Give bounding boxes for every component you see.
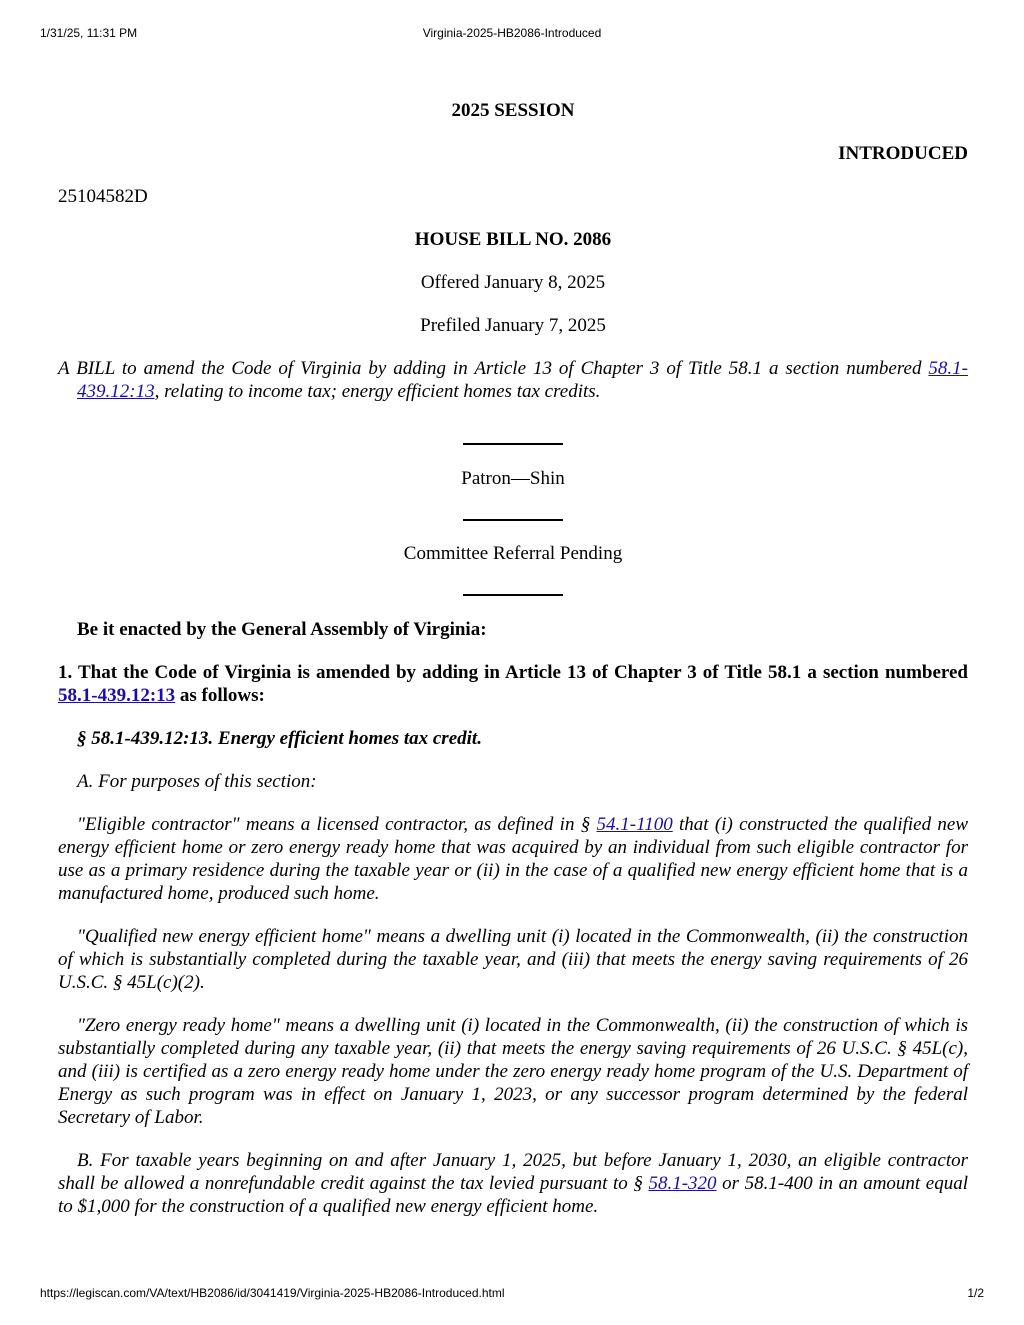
enacting-clause: Be it enacted by the General Assembly of Virginia: — [77, 619, 487, 640]
section-heading: § 58.1-439.12:13. Energy efficient homes tax credit. — [77, 728, 482, 749]
subsection-b — [58, 1149, 968, 1218]
prefiled-date: Prefiled January 7, 2025 — [420, 315, 606, 336]
section-one-text: 1. That the Code of Virginia is amended by adding in Article 13 of Chapter 3 of Title 58.1 a section numbered — [58, 662, 968, 683]
document-id: 25104582D — [58, 186, 148, 207]
print-url: https://legiscan.com/VA/text/HB2086/id/3041419/Virginia-2025-HB2086-Introduced.html — [40, 1286, 505, 1300]
definition-qualified-home: "Qualified new energy efficient home" means a dwelling unit (i) located in the Commonwealth, (ii) the construction of which is substantially completed during the taxable year, and (iii) that meets the energy saving requirements of 26 U.S.C. § 45L(c)(2). — [58, 926, 968, 993]
print-datetime: 1/31/25, 11:31 PM — [40, 26, 138, 40]
definition-eligible-contractor — [58, 813, 968, 905]
bill-title-text: A BILL to amend the Code of Virginia by adding in Article 13 of Chapter 3 of Title 58.1 a section numbered — [58, 358, 929, 379]
offered-date: Offered January 8, 2025 — [420, 272, 606, 293]
status-label: INTRODUCED — [838, 143, 968, 164]
section-link-title[interactable]: 58.1-439.12:13 — [77, 358, 968, 402]
bill-number: HOUSE BILL NO. 2086 — [414, 229, 612, 250]
print-title: Virginia-2025-HB2086-Introduced — [422, 26, 602, 40]
section-one-intro — [58, 661, 968, 707]
bill-document — [58, 99, 968, 1218]
print-footer — [0, 1286, 1024, 1302]
section-link-tax[interactable]: 58.1-320 — [648, 1173, 717, 1194]
session-label: 2025 SESSION — [451, 100, 575, 121]
definition-text: "Eligible contractor" means a licensed contractor, as defined in § — [77, 814, 597, 835]
subsection-b-text-end: or 58.1-400 in an amount equal to $1,000 for the construction of a qualified new energy efficient home. — [58, 1173, 968, 1217]
subsection-a: A. For purposes of this section: — [77, 771, 317, 792]
section-link-enactment[interactable]: 58.1-439.12:13 — [58, 685, 176, 706]
definition-zero-energy-home: "Zero energy ready home" means a dwelling unit (i) located in the Commonwealth, (ii) the construction of which is substantially completed during any taxable year, (ii) that meets the energy saving requirements of 26 U.S.C. § 45L(c), and (iii) is certified as a zero energy ready home under the zero energy ready home program of the U.S. Department of Energy as such program was in effect on January 1, 2023, or any successor program determined by the federal Secretary of Labor. — [58, 1015, 968, 1128]
print-header — [0, 26, 1024, 42]
subsection-b-text: B. For taxable years beginning on and after January 1, 2025, but before January 1, 2030, an eligible contractor shall be allowed a nonrefundable credit against the tax levied pursuant to § — [58, 1150, 968, 1194]
section-link-contractor[interactable]: 54.1-1100 — [596, 814, 673, 835]
section-one-text-end: as follows: — [175, 685, 265, 706]
bill-title-text-end: , relating to income tax; energy efficient homes tax credits. — [154, 381, 601, 402]
page-number: 1/2 — [967, 1286, 984, 1300]
patron-line: Patron—Shin — [461, 468, 565, 489]
committee-line: Committee Referral Pending — [403, 543, 623, 564]
definition-text-end: that (i) constructed the qualified new energy efficient home or zero energy ready home that was acquired by an individual from such eligible contractor for use as a primary residence during the taxable year or (ii) in the case of a qualified new energy efficient home that is a manufactured home, produced such home. — [58, 814, 968, 904]
bill-title — [58, 357, 968, 403]
